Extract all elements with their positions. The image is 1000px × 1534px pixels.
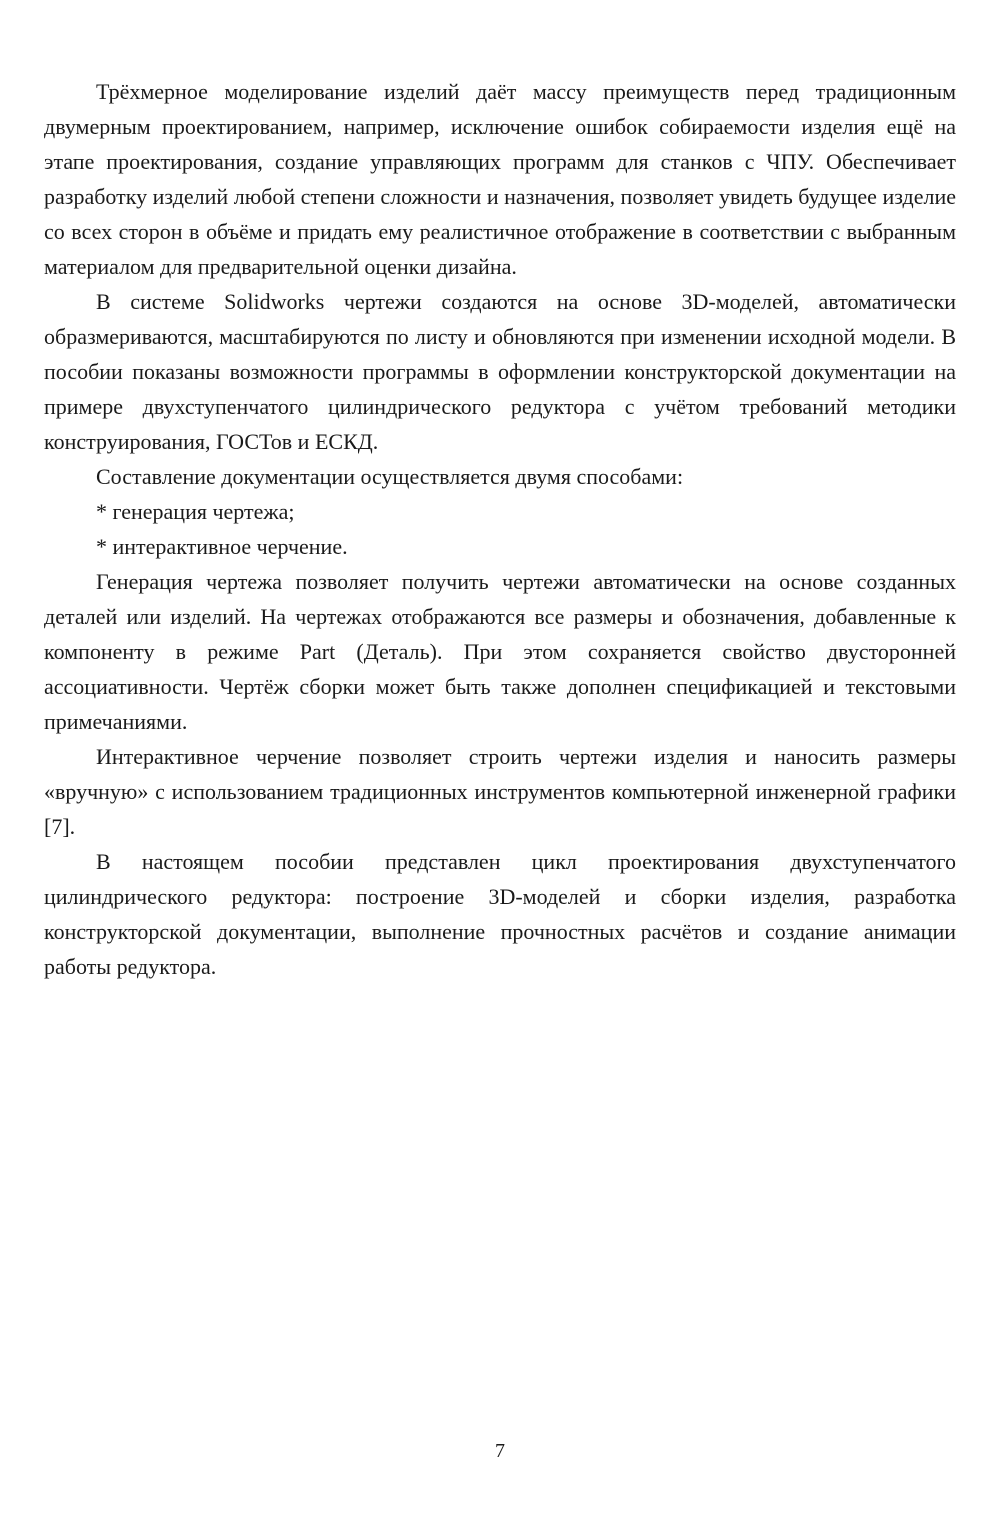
paragraph-documentation-methods: Составление документации осуществляется двумя способами:: [96, 464, 684, 489]
body-text: [44, 74, 956, 984]
page-number: 7: [495, 1440, 505, 1462]
list-item-interactive-drafting: * интерактивное черчение.: [96, 534, 348, 559]
paragraph-drawing-generation: Генерация чертежа позволяет получить чертежи автоматически на основе созданных деталей или изделий. На чертежах отображаются все размеры и обозначения, добавленные к компоненту в режиме Part (Деталь). При этом сохраняется свойство двусторонней ассоциативности. Чертёж сборки может быть также дополнен спецификацией и текстовыми примечаниями.: [44, 569, 956, 734]
paragraph-3d-modeling: Трёхмерное моделирование изделий даёт массу преимуществ перед традиционным двумерным проектированием, например, исключение ошибок собираемости изделия ещё на этапе проектирования, создание управляющих программ для станков с ЧПУ. Обеспечивает разработку изделий любой степени сложности и назначения, позволяет увидеть будущее изделие со всех сторон в объёме и придать ему реалистичное отображение в соответствии с выбранным материалом для предварительной оценки дизайна.: [44, 79, 956, 279]
list-item-drawing-generation: * генерация чертежа;: [96, 499, 295, 524]
paragraph-solidworks-drawings: В системе Solidworks чертежи создаются на основе 3D-моделей, автоматически образмериваются, масштабируются по листу и обновляются при изменении исходной модели. В пособии показаны возможности программы в оформлении конструкторской документации на примере двухступенчатого цилиндрического редуктора с учётом требований методики конструирования, ГОСТов и ЕСКД.: [44, 289, 956, 454]
paragraph-design-cycle: В настоящем пособии представлен цикл проектирования двухступенчатого цилиндрического редуктора: построение 3D-моделей и сборки изделия, разработка конструкторской документации, выполнение прочностных расчётов и создание анимации работы редуктора.: [44, 849, 956, 979]
paragraph-interactive-drafting: Интерактивное черчение позволяет строить чертежи изделия и наносить размеры «вручную» с использованием традиционных инструментов компьютерной инженерной графики [7].: [44, 744, 956, 839]
